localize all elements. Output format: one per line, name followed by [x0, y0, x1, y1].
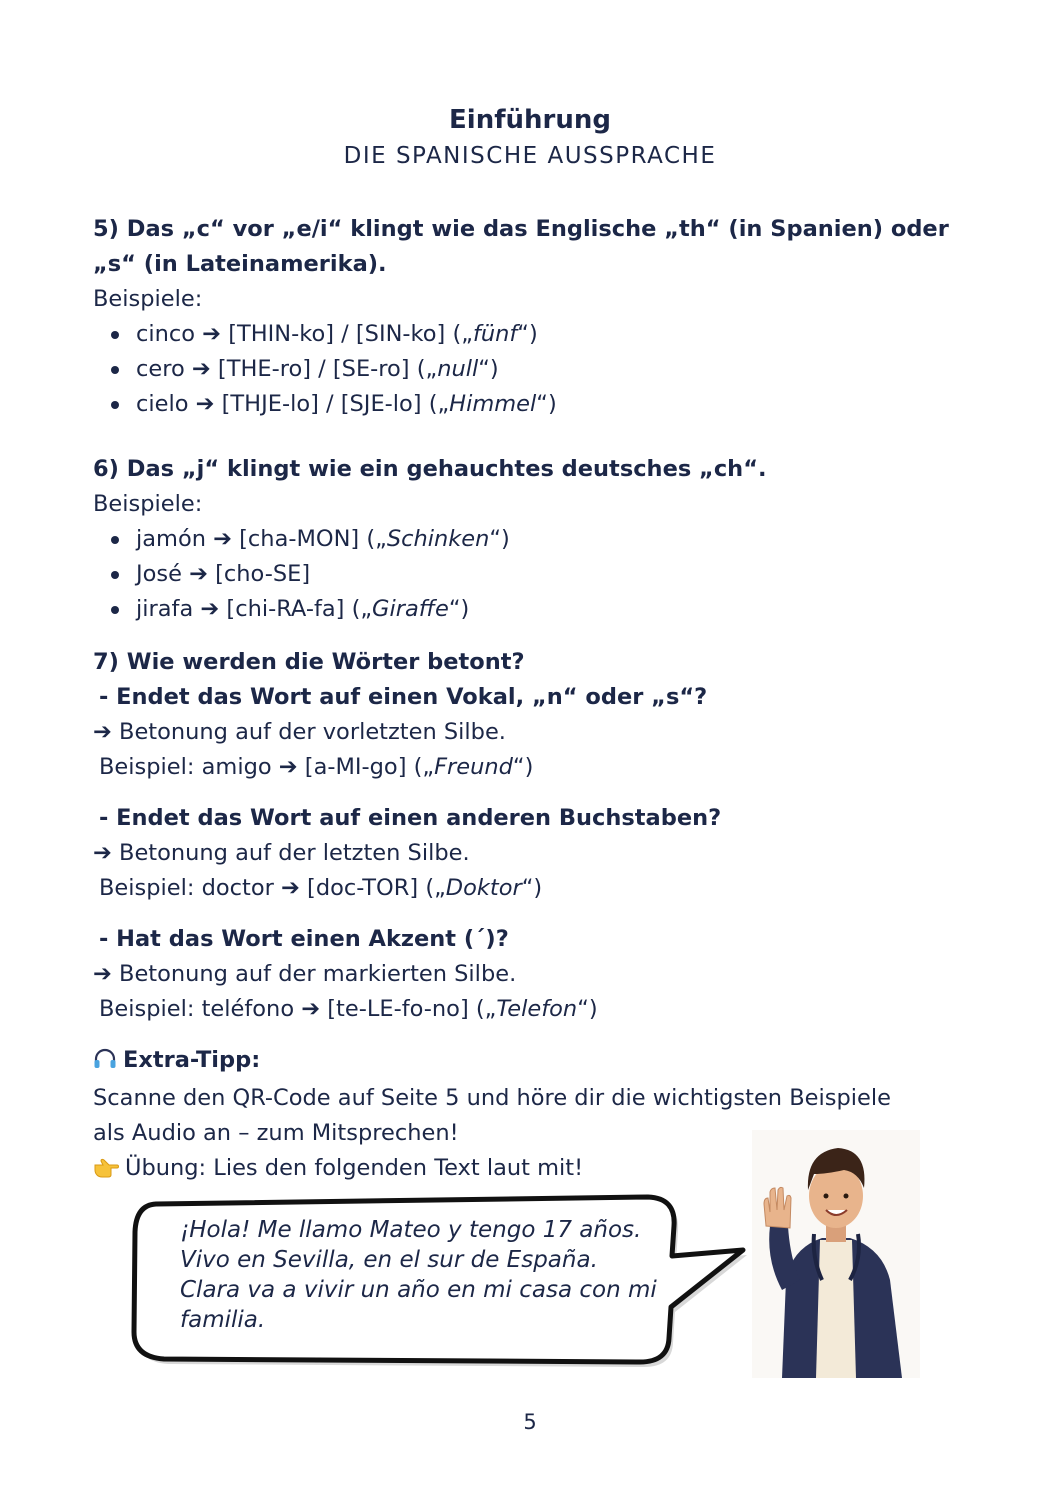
rule7-case2-question: - Endet das Wort auf einen anderen Buchstaben?	[99, 805, 722, 831]
chapter-title: Einführung	[449, 105, 611, 135]
speech-line: familia.	[180, 1307, 266, 1333]
list-item: José ➔ [cho-SE]	[136, 557, 973, 592]
headphones-icon	[93, 1046, 117, 1081]
main-content	[93, 212, 973, 1189]
rule7-case1-example: Beispiel: amigo ➔ [a-MI-go] („Freund“)	[99, 754, 534, 780]
rule5-list	[93, 317, 973, 422]
speech-line: ¡Hola! Me llamo Mateo y tengo 17 años.	[180, 1217, 642, 1243]
speech-line: Clara va a vivir un año en mi casa con mi	[180, 1277, 657, 1303]
rule5-heading: 5) Das „c“ vor „e/i“ klingt wie das Englische „th“ (in Spanien) oder „s“ (in Lateinamerika).	[93, 216, 949, 277]
chapter-subtitle: DIE SPANISCHE AUSSPRACHE	[343, 143, 717, 169]
character-illustration	[752, 1130, 920, 1378]
tip-text-line2: als Audio an – zum Mitsprechen!	[93, 1120, 459, 1146]
rule7-case3-answer: ➔ Betonung auf der markierten Silbe.	[93, 961, 517, 987]
list-item: jirafa ➔ [chi-RA-fa] („Giraffe“)	[136, 592, 973, 627]
list-item: cero ➔ [THE-ro] / [SE-ro] („null“)	[136, 352, 973, 387]
speech-line: Vivo en Sevilla, en el sur de España.	[180, 1247, 598, 1273]
rule6-list	[93, 522, 973, 627]
rule7-case1-question: - Endet das Wort auf einen Vokal, „n“ oder „s“?	[99, 684, 708, 710]
rule7-case2-answer: ➔ Betonung auf der letzten Silbe.	[93, 840, 470, 866]
pointing-hand-icon	[93, 1154, 119, 1189]
list-item: cielo ➔ [THJE-lo] / [SJE-lo] („Himmel“)	[136, 387, 973, 422]
rule7-case3-question: - Hat das Wort einen Akzent (´)?	[99, 926, 509, 952]
exercise-text: Übung: Lies den folgenden Text laut mit!	[125, 1155, 584, 1181]
tip-text-line1: Scanne den QR-Code auf Seite 5 und höre dir die wichtigsten Beispiele	[93, 1085, 891, 1111]
rule5-examples-label: Beispiele:	[93, 286, 203, 312]
speech-text	[180, 1215, 660, 1335]
tip-heading: Extra-Tipp:	[123, 1047, 261, 1073]
rule6-examples-label: Beispiele:	[93, 491, 203, 517]
rule7-case2-example: Beispiel: doctor ➔ [doc-TOR] („Doktor“)	[99, 875, 543, 901]
list-item: jamón ➔ [cha-MON] („Schinken“)	[136, 522, 973, 557]
list-item: cinco ➔ [THIN-ko] / [SIN-ko] („fünf“)	[136, 317, 973, 352]
page-header	[0, 102, 1060, 174]
rule6-heading: 6) Das „j“ klingt wie ein gehauchtes deutsches „ch“.	[93, 456, 767, 482]
rule7-case1-answer: ➔ Betonung auf der vorletzten Silbe.	[93, 719, 506, 745]
rule7-case3-example: Beispiel: teléfono ➔ [te-LE-fo-no] („Telefon“)	[99, 996, 598, 1022]
page-number: 5	[523, 1410, 537, 1434]
rule7-heading: 7) Wie werden die Wörter betont?	[93, 649, 525, 675]
tip-heading-row	[93, 1043, 973, 1081]
